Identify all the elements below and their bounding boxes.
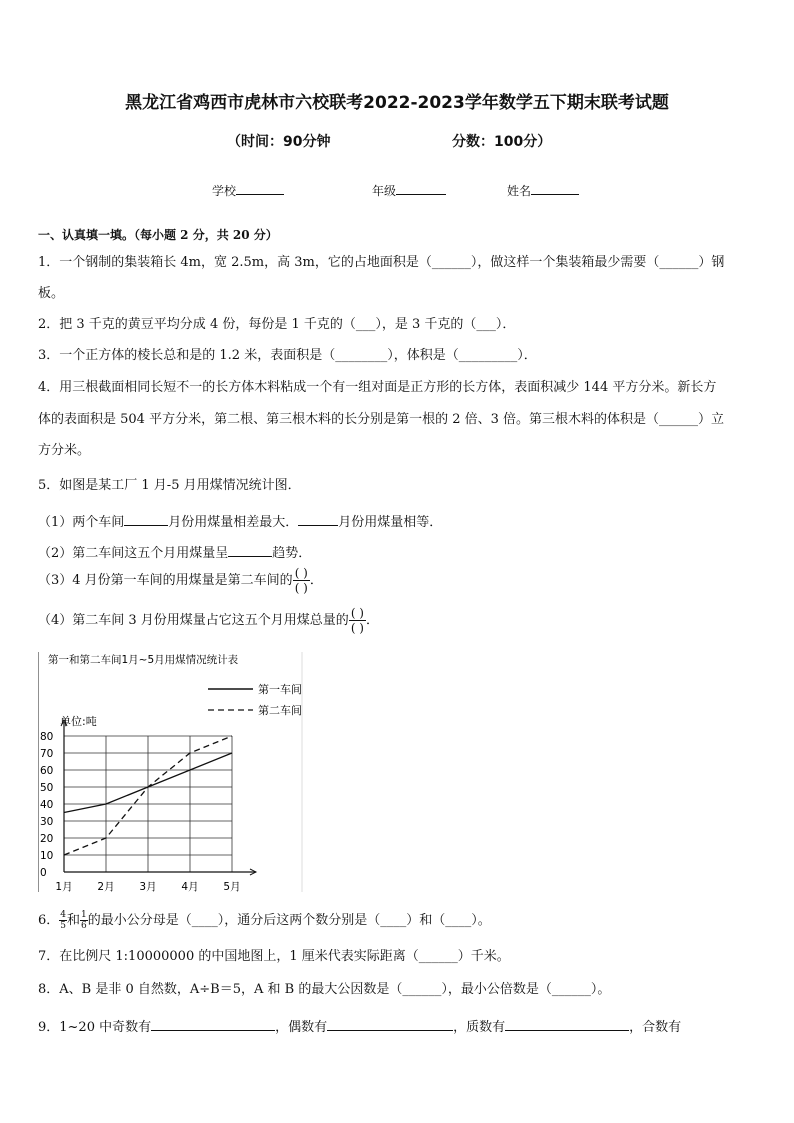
q6-f1-numerator: 4 [60,910,67,920]
q9-text-b: ，偶数有 [275,1020,328,1035]
question-5-part-1 [38,511,442,530]
question-1-line-2: 板。 [38,286,65,301]
name-field [507,182,579,199]
y-tick-label: 60 [40,765,54,777]
grade-field [372,182,446,199]
q5-1-text-c: 月份用煤量相等． [338,515,443,530]
y-tick-label: 20 [40,833,54,845]
school-label: 学校 [212,184,237,198]
q6-f1-denominator: 5 [60,921,67,931]
q9-text-c: ，质数有 [453,1020,506,1035]
y-tick-labels [40,731,53,879]
x-tick-label: 3月 [139,881,157,893]
chart-title: 第一和第二车间1月~5月用煤情况统计表 [48,654,239,666]
x-tick-label: 4月 [181,881,199,893]
name-label: 姓名 [507,184,532,198]
name-blank [531,182,579,195]
x-tick-label: 5月 [223,881,241,893]
q6-f2-denominator: 6 [81,921,87,931]
score-label: 分数：100分） [452,134,552,150]
fraction-numerator: ( ) [350,606,364,620]
school-blank [236,182,284,195]
school-field [212,182,284,199]
coal-usage-line-chart [38,648,306,894]
q6-fraction-1 [59,910,67,931]
q6-number: 6． [38,913,60,928]
y-tick-label: 40 [40,799,54,811]
fraction-denominator: ( ) [350,621,364,635]
q5-4-text: （4）第二车间 3 月份用煤量占它这五个月用煤总量的 [38,613,349,628]
q6-text: 的最小公分母是（____），通分后这两个数分别是（____）和（____）。 [87,913,491,928]
q5-3-text: （3）4 月份第一车间的用煤量是第二车间的 [38,573,293,588]
fraction-denominator: ( ) [294,581,308,595]
question-2: 2．把 3 千克的黄豆平均分成 4 份，每份是 1 千克的（___），是 3 千克的（___）． [38,317,516,332]
q9-text-d: ，合数有 [629,1020,682,1035]
time-label: （时间：90分钟 [227,134,331,150]
chart-grid [61,720,256,875]
question-4-line-3: 方分米。 [38,443,91,458]
x-tick-label: 2月 [97,881,115,893]
grade-label: 年级 [372,184,397,198]
question-3: 3．一个正方体的棱长总和是的 1.2 米，表面积是（________），体积是（_________）． [38,348,537,363]
y-tick-label: 0 [40,867,47,879]
question-5-part-2 [38,542,311,561]
q9-text-a: 9．1~20 中奇数有 [38,1020,152,1035]
y-axis-unit-label: 单位:吨 [60,715,97,728]
grade-blank [396,182,446,195]
question-5-part-4 [38,606,379,635]
question-9 [38,1016,681,1035]
fraction-numerator: ( ) [294,566,308,580]
y-tick-label: 80 [40,731,54,743]
q5-2-blank [228,544,272,557]
y-tick-label: 10 [40,850,54,862]
page-title: 黑龙江省鸡西市虎林市六校联考2022-2023学年数学五下期末联考试题 [125,93,669,113]
q5-1-blank-2 [298,513,338,526]
q5-2-text-b: 趋势． [272,546,312,561]
q5-1-text-a: （1）两个车间 [38,515,125,530]
question-6 [38,909,491,931]
question-1-line-1: 1．一个钢制的集装箱长 4m，宽 2.5m，高 3m，它的占地面积是（______），做这样一个集装箱最少需要（______）钢 [38,255,725,270]
q6-fraction-2 [80,910,88,931]
q5-3-period: ． [309,573,323,588]
q6-f2-numerator: 1 [81,910,87,920]
q9-blank-3 [505,1018,629,1031]
question-8: 8．A、B 是非 0 自然数，A÷B＝5，A 和 B 的最大公因数是（______），最小公倍数是（______）。 [38,982,611,997]
y-tick-label: 70 [40,748,54,760]
question-5: 5．如图是某工厂 1 月-5 月用煤情况统计图． [38,478,301,493]
q5-1-text-b: 月份用煤量相差最大． [168,515,299,530]
question-4-line-2: 体的表面积是 504 平方分米，第二根、第三根木料的长分别是第一根的 2 倍、3 倍。第三根木料的体积是（______）立 [38,412,725,427]
y-tick-label: 50 [40,782,54,794]
q5-1-blank-1 [124,513,168,526]
section-heading: 一、认真填一填。（每小题 2 分，共 20 分） [38,228,278,242]
question-7: 7．在比例尺 1:10000000 的中国地图上，1 厘米代表实际距离（______）千米。 [38,949,510,964]
q5-4-fraction [349,606,366,635]
q5-3-fraction [293,566,310,595]
legend-label-1: 第一车间 [258,683,302,696]
q6-and: 和 [67,913,81,928]
x-tick-label: 1月 [55,881,73,893]
question-5-part-3 [38,566,323,595]
q5-4-period: ． [366,613,380,628]
q5-2-text-a: （2）第二车间这五个月用煤量呈 [38,546,229,561]
question-4-line-1: 4．用三根截面相同长短不一的长方体木料粘成一个有一组对面是正方形的长方体，表面积减少 144 平方分米。新长方 [38,380,717,395]
y-tick-label: 30 [40,816,54,828]
q9-blank-1 [151,1018,275,1031]
x-tick-labels [55,881,240,893]
legend-label-2: 第二车间 [258,704,302,717]
q9-blank-2 [327,1018,453,1031]
